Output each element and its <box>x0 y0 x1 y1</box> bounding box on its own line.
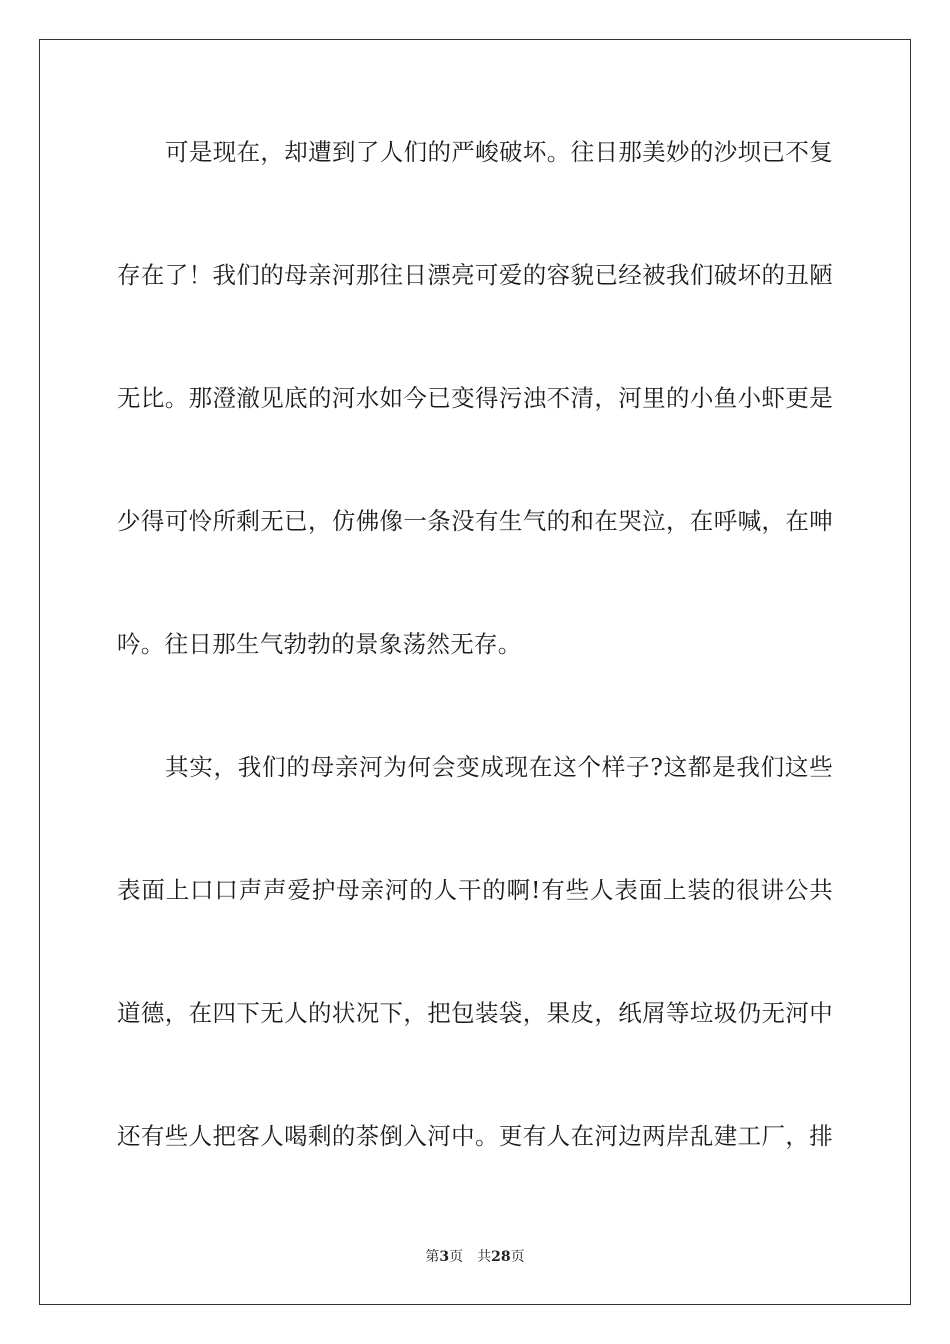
total-prefix: 共 <box>477 1249 492 1265</box>
page-number: 3 <box>439 1249 450 1265</box>
paragraph-line-2: 存在了！我们的母亲河那往日漂亮可爱的容貌已经被我们破坏的丑陋 <box>117 261 833 289</box>
paragraph-line-7: 表面上口口声声爱护母亲河的人干的啊!有些人表面上装的很讲公共 <box>117 876 833 904</box>
paragraph-line-9: 还有些人把客人喝剩的茶倒入河中。更有人在河边两岸乱建工厂，排 <box>117 1122 833 1150</box>
paragraph-line-5: 吟。往日那生气勃勃的景象荡然无存。 <box>117 630 522 658</box>
page-prefix: 第 <box>425 1249 440 1265</box>
total-suffix: 页 <box>510 1249 525 1265</box>
paragraph-line-4: 少得可怜所剩无已，仿佛像一条没有生气的和在哭泣，在呼喊，在呻 <box>117 507 833 535</box>
total-pages: 28 <box>491 1249 511 1265</box>
page-suffix: 页 <box>449 1249 464 1265</box>
paragraph-line-8: 道德，在四下无人的状况下，把包装袋，果皮，纸屑等垃圾仍无河中 <box>117 999 833 1027</box>
page-border <box>39 39 911 1305</box>
paragraph-line-1: 可是现在，却遭到了人们的严峻破坏。往日那美妙的沙坝已不复 <box>165 138 833 166</box>
paragraph-line-6: 其实，我们的母亲河为何会变成现在这个样子?这都是我们这些 <box>165 753 833 781</box>
page-footer <box>0 1247 950 1267</box>
paragraph-line-3: 无比。那澄澈见底的河水如今已变得污浊不清，河里的小鱼小虾更是 <box>117 384 833 412</box>
